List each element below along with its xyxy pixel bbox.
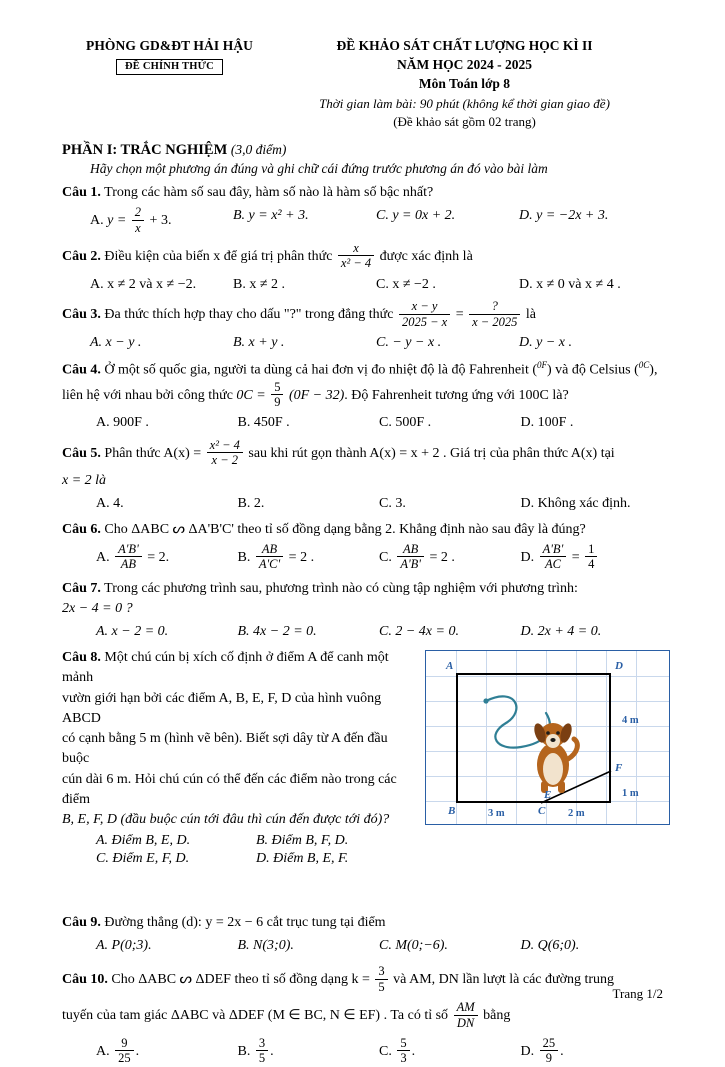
q4-formula-fraction	[271, 380, 283, 410]
exam-subject: Môn Toán lớp 8	[418, 76, 511, 91]
question-5	[62, 439, 662, 491]
question-7-option-c: C. 2 − 4x = 0.	[379, 624, 459, 640]
question-8-line-5: B, E, F, D (đầu buộc cún tới đâu thì cún đến được tới đó)?	[62, 812, 390, 828]
q4-formula-left: 0C =	[236, 387, 266, 403]
question-8-label: Câu 8.	[62, 649, 101, 665]
q6-a-tail: = 2.	[147, 550, 170, 566]
q6-d-tail: =	[571, 550, 580, 566]
q5-frac-den: x − 2	[207, 452, 243, 467]
question-3-option-a: A. x − y .	[90, 335, 142, 351]
question-8-line-3: có cạnh bằng 5 m (hình vẽ bên). Biết sợi dây từ A đến đầu buộc	[62, 731, 388, 767]
question-10-text-4: bằng	[483, 1008, 511, 1024]
question-4-option-b: B. 450F .	[237, 415, 290, 431]
question-6	[62, 520, 662, 540]
question-1-option-d: D. y = −2x + 3.	[519, 208, 609, 224]
figure-dim-3m: 3 m	[488, 807, 505, 819]
question-3	[62, 300, 662, 330]
q6-d-fraction-2	[585, 542, 597, 572]
q6-a-den: AB	[115, 556, 142, 571]
q10-k-fraction	[375, 964, 387, 994]
question-4-option-a: A. 900F .	[96, 415, 149, 431]
question-6-option-b: B. $\frac{AB}{A'C'}$ = 2 .	[237, 541, 315, 572]
question-10-option-d: D. $\frac{25}{9}$ .	[520, 1035, 564, 1066]
question-3-option-d: D. y − x .	[519, 335, 572, 351]
question-5-text-2: sau khi rút gọn thành A(x) = x + 2 . Giá trị của phân thức A(x) tại	[248, 446, 615, 462]
section-points: (3,0 điểm)	[230, 142, 287, 157]
question-4-option-d: D. 100F .	[520, 415, 574, 431]
figure-dim-1m: 1 m	[622, 787, 639, 799]
question-1-option-c: C. y = 0x + 2.	[376, 208, 456, 224]
q4-formula-den: 9	[271, 394, 283, 409]
opt-a-fraction	[132, 205, 144, 235]
question-5-text-1: Phân thức A(x) =	[104, 446, 202, 462]
exam-page-count: (Đề khảo sát gồm 02 trang)	[393, 114, 536, 129]
question-6-text: Cho ΔABC ᔕ ΔA'B'C' theo tỉ số đồng dạng bằng 2. Khẳng định nào sau đây là đúng?	[104, 521, 586, 537]
question-1-option-b: B. y = x² + 3.	[233, 208, 309, 224]
q6-c-tail: = 2 .	[429, 550, 455, 566]
q6-c-fraction	[397, 542, 424, 572]
q4-formula-right: (0F − 32)	[288, 387, 345, 403]
q6-c-num: AB	[403, 541, 419, 556]
q6-b-fraction	[256, 542, 283, 572]
question-10-line-2	[62, 1001, 662, 1031]
question-10-options	[62, 1037, 662, 1067]
question-3-fraction-left	[399, 299, 450, 329]
question-7-option-a: A. x − 2 = 0.	[96, 624, 169, 640]
question-7-option-d: D. 2x + 4 = 0.	[520, 624, 602, 640]
figure-label-e: E	[544, 788, 552, 801]
question-10-option-c: C. $\frac{5}{3}$ .	[379, 1035, 416, 1066]
opt-a-num: 2	[134, 205, 142, 220]
exam-year: NĂM HỌC 2024 - 2025	[397, 57, 532, 72]
question-2-option-c: C. x ≠ −2 .	[376, 276, 436, 292]
question-8	[62, 648, 662, 831]
q4-unit-c: 0C	[638, 359, 650, 370]
q10-a-fraction	[115, 1036, 134, 1066]
question-8-line-2: vườn giới hạn bởi các điểm A, B, E, F, D của hình vuông ABCD	[62, 690, 382, 726]
q6-b-tail: = 2 .	[288, 550, 315, 566]
q6-a-num: A'B'	[118, 541, 139, 556]
question-6-option-a: A. $\frac{A'B'}{AB}$ = 2.	[96, 541, 170, 572]
q10-ratio-den: DN	[454, 1015, 478, 1030]
question-8-text	[62, 648, 417, 831]
q10-ratio-num: AM	[456, 1000, 475, 1015]
question-2-text-2: được xác định là	[379, 249, 473, 265]
question-7-options	[62, 622, 662, 642]
question-2-fraction	[338, 241, 374, 271]
q4-unit-f: 0F	[537, 359, 547, 370]
q3-f1-num: x − y	[411, 299, 438, 314]
section-instruction: Hãy chọn một phương án đúng và ghi chữ cái đứng trước phương án đó vào bài làm	[90, 161, 548, 176]
question-7-text-2: 2x − 4 = 0 ?	[62, 601, 133, 617]
question-3-equals: =	[455, 307, 464, 323]
question-2-text-1: Điều kiện của biến x để giá trị phân thức	[104, 249, 333, 265]
question-5-options	[62, 494, 662, 514]
q10-b-fraction	[256, 1036, 268, 1066]
figure-grid-box	[425, 650, 670, 825]
question-10-text-1: Cho ΔABC ᔕ ΔDEF theo tỉ số đồng dạng k =	[111, 972, 370, 988]
q10-d-den: 9	[540, 1050, 559, 1065]
question-3-text-2: là	[525, 307, 536, 323]
question-8-option-d: D. Điểm B, E, F.	[256, 850, 349, 866]
q10-k-den: 5	[375, 979, 387, 994]
question-3-text-1: Đa thức thích hợp thay cho dấu "?" trong đẳng thức	[104, 307, 394, 323]
q6-d-num2: 1	[588, 541, 595, 556]
question-10-label: Câu 10.	[62, 972, 108, 988]
q10-c-den: 3	[397, 1050, 409, 1065]
question-5-option-b: B. 2.	[237, 496, 265, 512]
document-header	[62, 38, 662, 130]
figure-label-c: C	[538, 804, 546, 817]
q10-c-fraction	[397, 1036, 409, 1066]
question-5-label: Câu 5.	[62, 446, 101, 462]
figure-label-f: F	[615, 761, 623, 774]
figure-dim-2m: 2 m	[568, 807, 585, 819]
question-9-text: Đường thẳng (d): y = 2x − 6 cắt trục tung tại điểm	[104, 914, 386, 930]
question-8-option-a: A. Điểm B, E, D.	[96, 832, 191, 848]
figure-dim-4m: 4 m	[622, 714, 639, 726]
q2-frac-den: x² − 4	[338, 255, 374, 270]
page-content	[62, 38, 662, 1067]
q2-frac-num: x	[353, 241, 359, 256]
question-4-text-2: ) và độ Celsius (	[547, 362, 639, 378]
question-2-option-b: B. x ≠ 2 .	[233, 276, 286, 292]
question-2-option-a: A. x ≠ 2 và x ≠ −2.	[90, 276, 197, 292]
q10-d-fraction	[540, 1036, 559, 1066]
question-1-text: Trong các hàm số sau đây, hàm số nào là hàm số bậc nhất?	[104, 185, 434, 200]
question-7	[62, 579, 662, 620]
question-6-label: Câu 6.	[62, 521, 101, 537]
opt-a-den: x	[132, 220, 144, 235]
question-10-option-b: B. $\frac{3}{5}$ .	[237, 1035, 274, 1066]
question-9-option-a: A. P(0;3).	[96, 937, 152, 953]
exam-title: ĐỀ KHẢO SÁT CHẤT LƯỢNG HỌC KÌ II	[336, 38, 593, 53]
section-title	[62, 142, 662, 159]
question-1	[62, 183, 662, 203]
question-3-label: Câu 3.	[62, 307, 101, 323]
question-4-text-1: Ở một số quốc gia, người ta dùng cả hai đơn vị đo nhiệt độ là độ Fahrenheit (	[104, 362, 537, 378]
question-9-option-d: D. Q(6;0).	[520, 937, 580, 953]
question-4-text-4: . Độ Fahrenheit tương ứng với 100C là?	[344, 387, 569, 403]
q10-b-den: 5	[256, 1050, 268, 1065]
question-4-label: Câu 4.	[62, 362, 101, 378]
question-9-options	[62, 936, 662, 956]
figure-label-b: B	[448, 804, 456, 817]
q4-formula-num: 5	[274, 379, 281, 394]
question-9-option-c: C. M(0;−6).	[379, 937, 448, 953]
question-2-options	[62, 275, 662, 295]
question-7-label: Câu 7.	[62, 580, 101, 596]
question-2-option-d: D. x ≠ 0 và x ≠ 4 .	[519, 276, 621, 292]
question-6-option-d: D. $\frac{A'B'}{AC}$ = $\frac{1}{4}$	[521, 543, 663, 573]
question-8-option-b: B. Điểm B, F, D.	[256, 832, 349, 848]
q6-d-den: AC	[540, 556, 567, 571]
question-7-text-1: Trong các phương trình sau, phương trình nào có cùng tập nghiệm với phương trình:	[104, 580, 578, 596]
q10-d-num: 25	[542, 1035, 556, 1050]
question-3-option-b: B. x + y .	[233, 335, 285, 351]
question-3-fraction-right	[469, 299, 520, 329]
header-right-block	[267, 38, 662, 130]
question-1-option-a	[90, 206, 233, 236]
question-9-option-b: B. N(3;0).	[237, 937, 294, 953]
question-4-options	[62, 413, 662, 433]
figure-label-a: A	[446, 659, 454, 672]
question-9-label: Câu 9.	[62, 914, 101, 930]
question-5-option-c: C. 3.	[379, 496, 406, 512]
question-10-text-2: và AM, DN lần lượt là các đường trung	[393, 972, 615, 988]
dog-illustration	[522, 713, 584, 795]
header-left-block	[62, 38, 277, 75]
question-8-option-c: C. Điểm E, F, D.	[96, 850, 190, 866]
opt-a-tail: + 3.	[149, 213, 172, 229]
question-5-fraction	[207, 438, 243, 468]
question-8-options	[62, 833, 451, 867]
page-footer: Trang 1/2	[612, 986, 663, 1001]
question-3-option-c: C. − y − x .	[376, 335, 442, 351]
section-title-text: PHẦN I: TRẮC NGHIỆM	[62, 142, 228, 158]
question-3-options	[62, 333, 662, 353]
official-badge: ĐỀ CHÍNH THỨC	[116, 59, 223, 75]
question-5-option-a: A. 4.	[96, 496, 124, 512]
q3-f2-num: ?	[491, 299, 498, 314]
q6-b-num: AB	[261, 541, 278, 556]
question-4-option-c: C. 500F .	[379, 415, 432, 431]
q5-frac-num: x² − 4	[209, 438, 240, 453]
question-8-line-4: cún dài 6 m. Hỏi chú cún có thể đến các điểm nào trong các điểm	[62, 771, 397, 807]
q3-f2-den: x − 2025	[469, 314, 520, 329]
q6-b-den: A'C'	[256, 556, 283, 571]
q6-d-den2: 4	[585, 556, 597, 571]
question-7-option-b: B. 4x − 2 = 0.	[237, 624, 317, 640]
q6-a-fraction	[115, 542, 142, 572]
q3-f1-den: 2025 − x	[399, 314, 450, 329]
q10-k-num: 3	[378, 964, 385, 979]
question-1-options	[62, 206, 662, 236]
q6-d-num: A'B'	[542, 541, 564, 556]
question-2	[62, 242, 662, 272]
school-name: PHÒNG GD&ĐT HẢI HẬU	[85, 38, 254, 53]
question-5-text-3: x = 2 là	[62, 472, 107, 488]
q10-ratio-fraction	[454, 1000, 478, 1030]
question-4-text-3: ), liên hệ với nhau bởi công thức	[62, 362, 658, 403]
opt-a-prefix: A.	[90, 213, 104, 229]
question-9	[62, 913, 662, 933]
figure-label-d: D	[615, 659, 623, 672]
q6-d-fraction	[540, 542, 567, 572]
q10-a-num: 9	[121, 1035, 128, 1050]
q10-a-den: 25	[115, 1050, 134, 1065]
question-6-options	[62, 543, 662, 573]
question-8-line-1: Một chú cún bị xích cố định ở điểm A để canh một mảnh	[62, 649, 389, 686]
question-4	[62, 359, 662, 411]
opt-a-y: y =	[107, 213, 127, 229]
question-10-text-3: tuyến của tam giác ΔABC và ΔDEF (M ∈ BC, N ∈ EF) . Ta có tỉ số	[62, 1008, 449, 1024]
q10-c-num: 5	[400, 1035, 407, 1050]
q10-b-num: 3	[258, 1035, 266, 1050]
question-10	[62, 965, 662, 1031]
question-10-option-a: A. $\frac{9}{25}$ .	[96, 1035, 140, 1066]
question-2-label: Câu 2.	[62, 249, 101, 265]
q6-c-den: A'B'	[397, 556, 424, 571]
question-6-option-c: C. $\frac{AB}{A'B'}$ = 2 .	[379, 541, 455, 572]
question-5-option-d: D. Không xác định.	[520, 496, 631, 512]
question-1-label: Câu 1.	[62, 185, 101, 200]
question-8-figure	[425, 650, 670, 825]
exam-duration: Thời gian làm bài: 90 phút (không kể thời gian giao đề)	[319, 96, 610, 111]
